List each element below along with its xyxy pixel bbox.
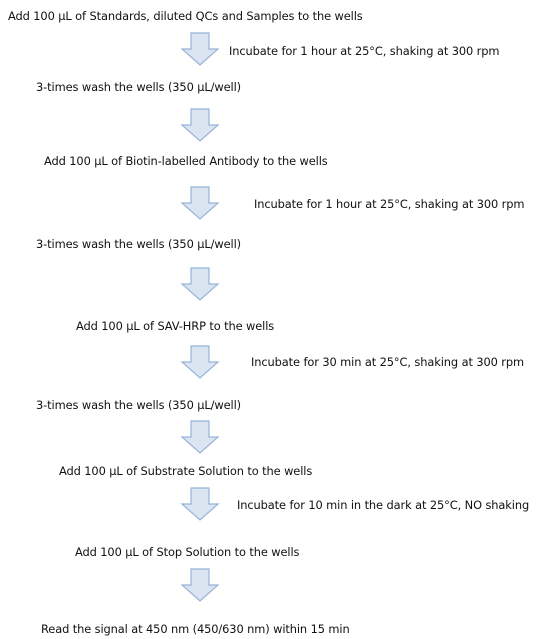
step-1-add-samples: Add 100 µL of Standards, diluted QCs and Samples to the wells <box>8 9 363 23</box>
down-arrow-icon <box>180 186 220 220</box>
incubation-note-4: Incubate for 10 min in the dark at 25°C, NO shaking <box>237 498 530 512</box>
step-8-add-stop: Add 100 µL of Stop Solution to the wells <box>75 545 300 559</box>
step-3-add-antibody: Add 100 µL of Biotin-labelled Antibody to the wells <box>44 154 328 168</box>
incubation-note-2: Incubate for 1 hour at 25°C, shaking at 300 rpm <box>254 197 525 211</box>
incubation-note-1: Incubate for 1 hour at 25°C, shaking at 300 rpm <box>229 44 500 58</box>
step-4-wash: 3-times wash the wells (350 µL/well) <box>36 237 241 251</box>
down-arrow-icon <box>180 487 220 521</box>
step-2-wash: 3-times wash the wells (350 µL/well) <box>36 80 241 94</box>
down-arrow-icon <box>180 420 220 454</box>
down-arrow-icon <box>180 108 220 142</box>
down-arrow-icon <box>180 345 220 379</box>
incubation-note-3: Incubate for 30 min at 25°C, shaking at 300 rpm <box>251 355 525 369</box>
step-5-add-sav-hrp: Add 100 µL of SAV-HRP to the wells <box>76 319 275 333</box>
step-6-wash: 3-times wash the wells (350 µL/well) <box>36 398 241 412</box>
step-9-read-signal: Read the signal at 450 nm (450/630 nm) within 15 min <box>41 622 350 636</box>
down-arrow-icon <box>180 32 220 66</box>
step-7-add-substrate: Add 100 µL of Substrate Solution to the wells <box>59 464 313 478</box>
down-arrow-icon <box>180 568 220 602</box>
down-arrow-icon <box>180 267 220 301</box>
